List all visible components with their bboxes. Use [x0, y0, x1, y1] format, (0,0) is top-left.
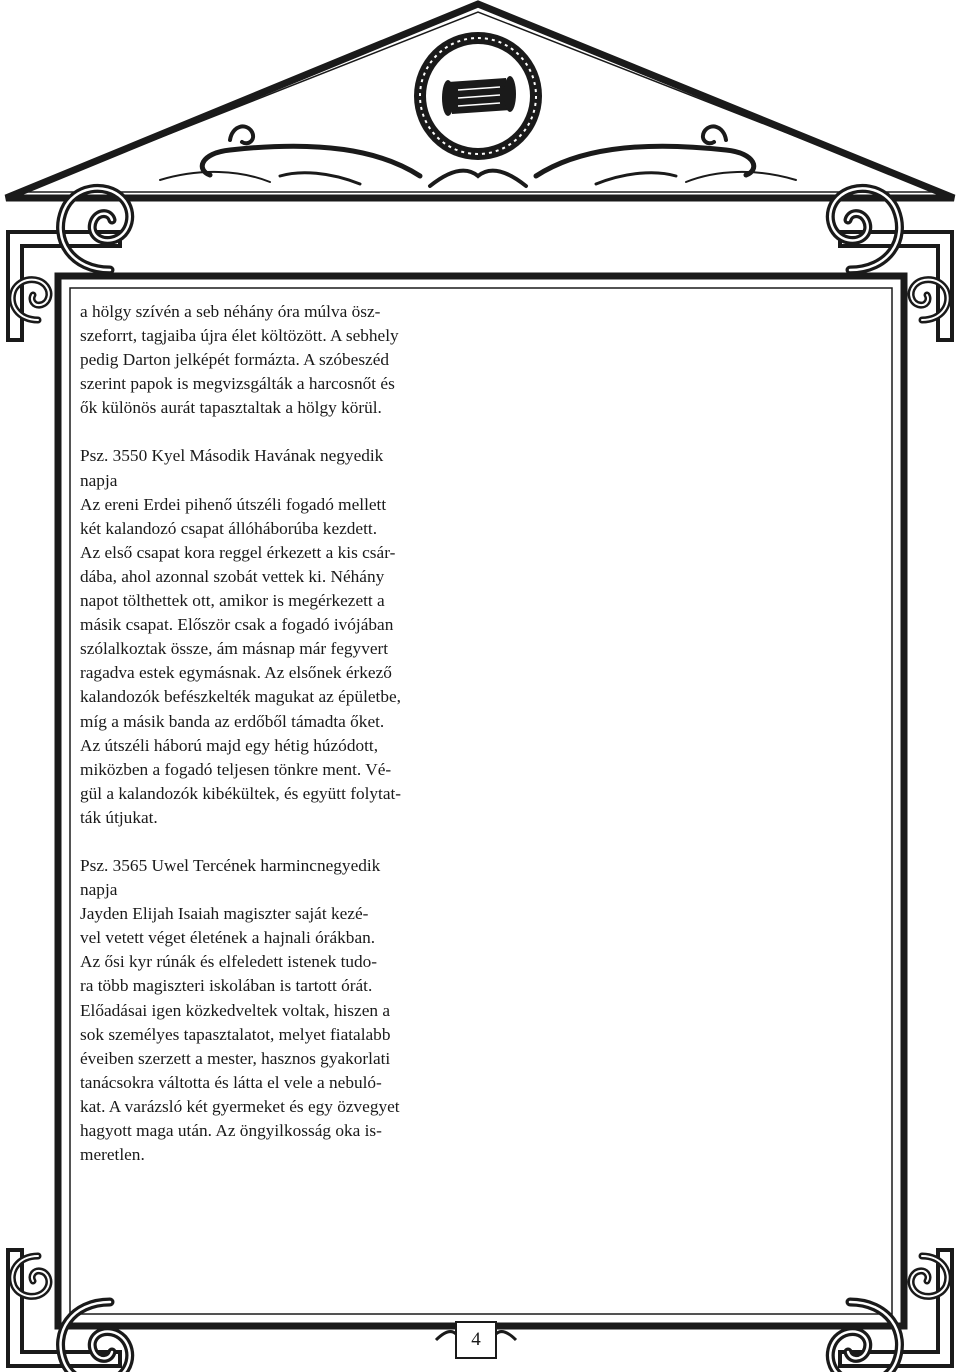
paragraph-1: a hölgy szívén a seb néhány óra múlva ösz- szeforrt, tagjaiba újra élet költözött. A sebhely pedig Darton jelképét formázta. A szóbeszéd szerint papok is megvizsgálták a harcosnőt és ők különös aurát tapasztaltak a hölgy körül.	[80, 302, 399, 418]
article-text	[80, 300, 447, 1167]
paragraph-2: Psz. 3550 Kyel Második Havának negyedik napja Az ereni Erdei pihenő útszéli fogadó mellett két kalandozó csapat állóháborúba kezdett. Az első csapat kora reggel érkezett a kis csár- dába, ahol azonnal szobát vettek ki. Néhány napot tölthettek ott, amikor is megérkezett a másik csapat. Először csak a fogadó ivójában szólalkoztak össze, ám másnap már fegyvert ragadva estek egymásnak. Az elsőnek érkező kalandozók befészkelték magukat az épületbe, míg a másik banda az erdőből támadta őket. Az útszéli háború majd egy hétig húzódott, miközben a fogadó teljesen tönkre ment. Vé- gül a kalandozók kibékültek, és együtt folytat- ták útjukat.	[80, 446, 402, 827]
page-number: 4	[471, 1329, 481, 1350]
paragraph-3: Psz. 3565 Uwel Tercének harmincnegyedik napja Jayden Elijah Isaiah magiszter saját kezé- vel vetett véget életének a hajnali órákban. Az ősi kyr rúnák és elfeledett istenek tudo- ra több magiszteri iskolában is tartott órát. Előadásai igen közkedveltek voltak, hiszen a sok személyes tapasztalatot, melyet fiatalabb éveiben szerzett a mester, hasznos gyakorlati tanácsokra váltotta és látta el vele a nebuló- kat. A varázsló két gyermeket és egy özvegyet hagyott maga után. Az öngyilkosság oka is- meretlen.	[80, 855, 400, 1165]
scroll-emblem-icon	[442, 76, 516, 116]
